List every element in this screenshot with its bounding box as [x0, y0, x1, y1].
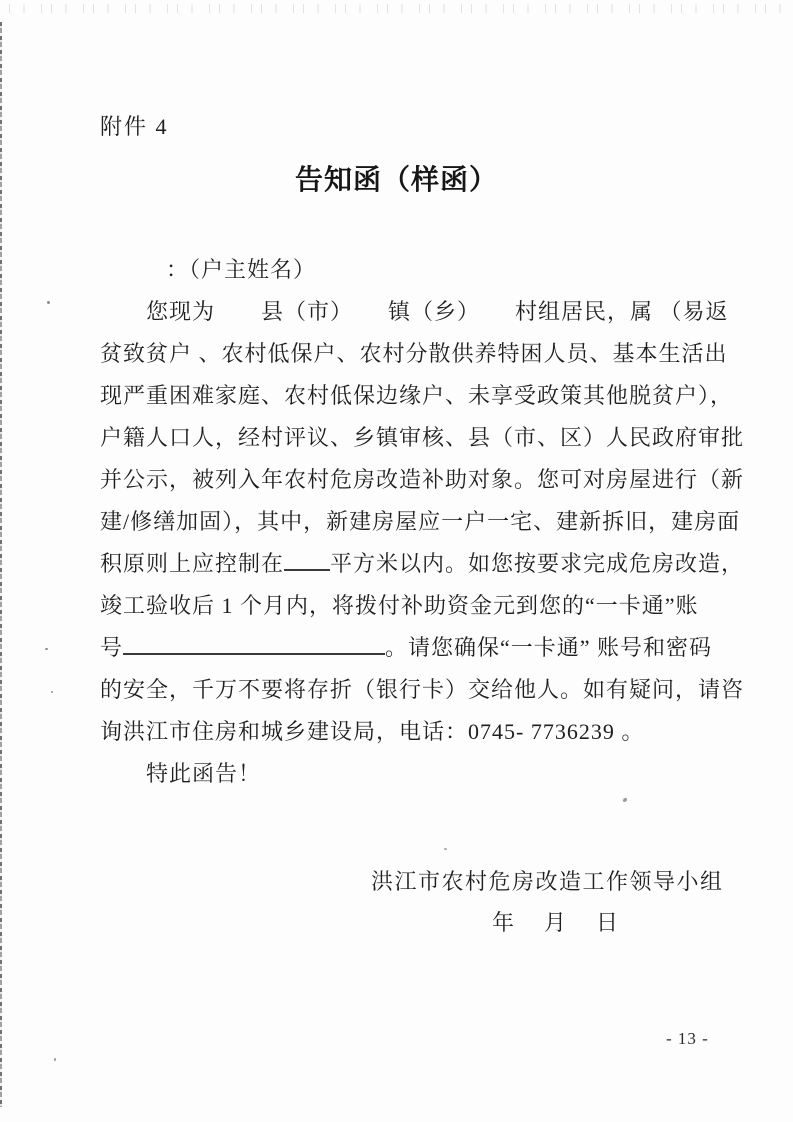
- body-line: 的安全，千万不要将存折（银行卡）交给他人。如有疑问，请咨: [100, 677, 745, 702]
- document-body: [100, 249, 745, 795]
- body-line-with-blank: [100, 543, 745, 585]
- scan-speck: [47, 301, 50, 304]
- body-line-text: 号: [100, 635, 124, 660]
- scan-speck: [444, 848, 447, 850]
- body-line: 户籍人口人，经村评议、乡镇审核、县（市、区）人民政府审批: [100, 425, 745, 450]
- body-line-text: 平方米以内。如您按要求完成危房改造，: [330, 551, 745, 576]
- body-line-with-blank: [100, 627, 713, 669]
- scan-speck: [54, 1058, 56, 1061]
- body-line-text: 。请您确保“一卡通” 账号和密码: [385, 635, 713, 660]
- scan-noise-strip: [0, 4, 793, 13]
- body-line: 现严重困难家庭、农村低保边缘户、未享受政策其他脱贫户），: [100, 383, 734, 408]
- body-line: 询洪江市住房和城乡建设局，电话：0745- 7736239 。: [100, 719, 645, 744]
- signature-organization: 洪江市农村危房改造工作领导小组: [371, 869, 724, 894]
- body-line-addressee: ：（户主姓名）: [166, 257, 317, 282]
- body-line: 您现为 县（市） 镇（乡） 村组居民，属 （易返: [146, 299, 729, 324]
- scan-speck: [45, 648, 48, 650]
- body-line: 贫致贫户 、农村低保户、农村分散供养特困人员、基本生活出: [100, 341, 728, 366]
- document-title: 告知函（样函）: [294, 164, 498, 195]
- page-number: - 13 -: [666, 1029, 709, 1048]
- body-line: 并公示，被列入年农村危房改造补助对象。您可对房屋进行（新: [100, 467, 745, 492]
- body-line: 建/修缮加固），其中，新建房屋应一户一宅、建新拆旧，建房面: [100, 509, 741, 534]
- body-line-closing: 特此函告！: [146, 761, 262, 786]
- attachment-label: 附件 4: [100, 114, 169, 139]
- fill-in-blank-underline: [123, 633, 385, 655]
- body-line-text: 积原则上应控制在: [100, 551, 285, 576]
- scan-speck: [51, 691, 53, 693]
- fill-in-blank-underline: [284, 549, 330, 571]
- body-line: 竣工验收后 1 个月内，将拨付补助资金元到您的“一卡通”账: [100, 593, 699, 618]
- signature-date-line: 年 月 日: [492, 910, 623, 935]
- scan-speck: [622, 797, 627, 802]
